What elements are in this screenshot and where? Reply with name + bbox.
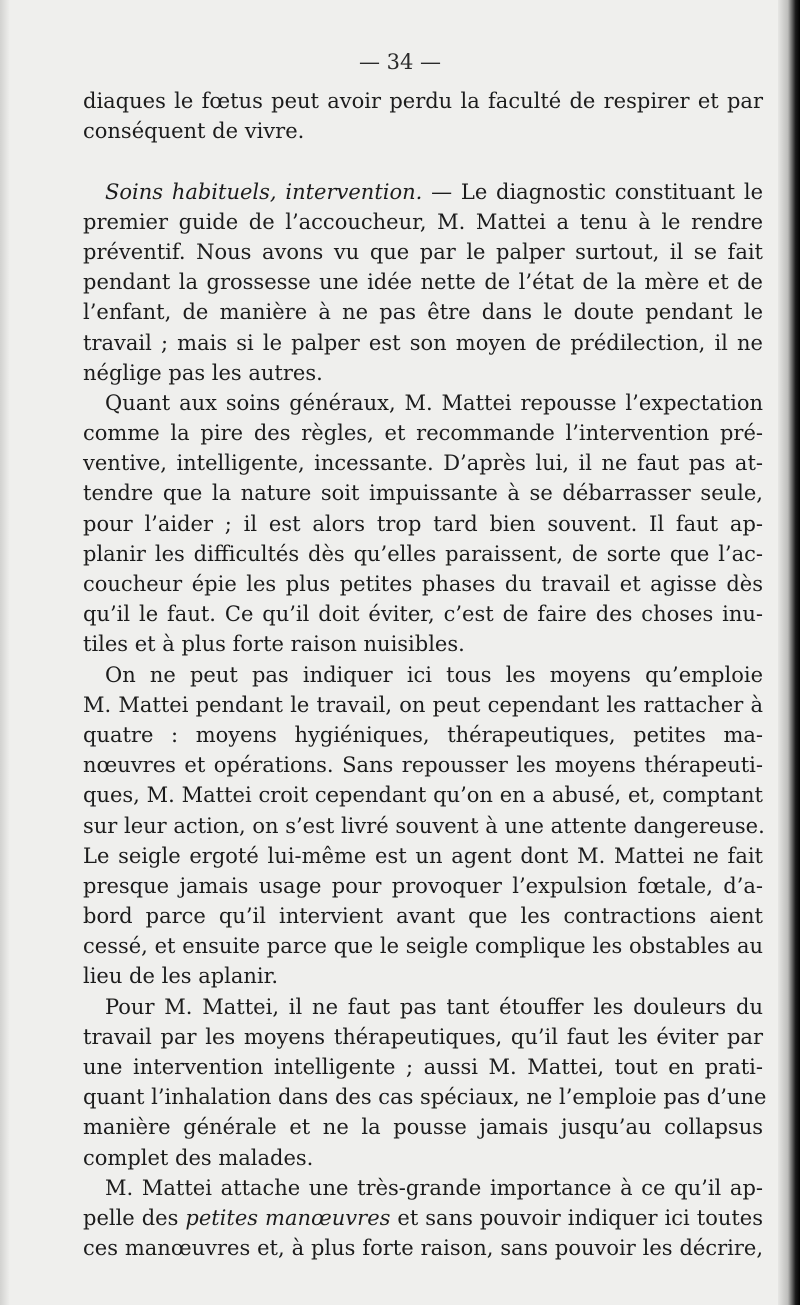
- body-text: [83, 86, 767, 1263]
- text-line: qu’il le faut. Ce qu’il doit éviter, c’est de faire des choses inu-: [83, 602, 763, 627]
- page-binding-shadow: [778, 0, 800, 1305]
- text-fragment: pelle des: [83, 1205, 186, 1230]
- italic-term: petites manœuvres: [185, 1205, 391, 1230]
- text-line: ventive, intelligente, incessante. D’après lui, il ne faut pas at-: [83, 451, 763, 476]
- text-line: tendre que la nature soit impuissante à se débarrasser seule,: [83, 481, 763, 506]
- text-line: M. Mattei pendant le travail, on peut cependant les rattacher à: [83, 692, 763, 717]
- text-line: ques, M. Mattei croit cependant qu’on en a abusé, et, comptant: [83, 783, 763, 808]
- text-line: lieu de les aplanir.: [83, 964, 279, 989]
- blank-line: [83, 146, 763, 176]
- text-line: bord parce qu’il intervient avant que les contractions aient: [83, 904, 763, 929]
- text-line: travail par les moyens thérapeutiques, qu’il faut les éviter par: [83, 1024, 763, 1049]
- text-line: M. Mattei attache une très-grande importance à ce qu’il ap-: [105, 1175, 763, 1200]
- text-line: pendant la grossesse une idée nette de l’état de la mère et de: [83, 270, 763, 295]
- text-line: une intervention intelligente ; aussi M. Mattei, tout en prati-: [83, 1055, 763, 1079]
- text-line: nœuvres et opérations. Sans repousser les moyens thérapeuti-: [83, 753, 763, 778]
- text-line: On ne peut pas indiquer ici tous les moyens qu’emploie: [105, 662, 763, 687]
- text-line: Le seigle ergoté lui-même est un agent dont M. Mattei ne fait: [83, 843, 763, 868]
- text-line: sur leur action, on s’est livré souvent à une attente dangereuse.: [83, 813, 765, 838]
- text-line: travail ; mais si le palper est son moyen de prédilection, il ne: [83, 330, 763, 355]
- text-line: pour l’aider ; il est alors trop tard bien souvent. Il faut ap-: [83, 511, 763, 536]
- text-line: cessé, et ensuite parce que le seigle complique les obstables au: [83, 934, 763, 959]
- text-line: coucheur épie les plus petites phases du travail et agisse dès: [83, 572, 763, 596]
- text-line: Quant aux soins généraux, M. Mattei repousse l’expectation: [105, 390, 763, 415]
- section-heading: Soins habituels, intervention.: [105, 179, 423, 204]
- text-line: manière générale et ne la pousse jamais jusqu’au collapsus: [83, 1115, 763, 1140]
- text-line: planir les difficultés dès qu’elles paraissent, de sorte que l’ac-: [83, 541, 763, 566]
- text-line: complet des malades.: [83, 1145, 314, 1170]
- page-number: — 34 —: [358, 50, 442, 74]
- text-line: ces manœuvres et, à plus forte raison, sans pouvoir les décrire,: [83, 1236, 763, 1261]
- section-heading-line: [83, 177, 763, 207]
- text-line: l’enfant, de manière à ne pas être dans le doute pendant le: [83, 300, 763, 325]
- text-line: presque jamais usage pour provoquer l’expulsion fœtale, d’a-: [83, 873, 763, 898]
- text-line: premier guide de l’accoucheur, M. Mattei a tenu à le rendre: [83, 209, 763, 234]
- text-line-with-italic: [83, 1203, 763, 1233]
- text-fragment: et sans pouvoir indiquer ici toutes: [390, 1205, 764, 1230]
- text-line: comme la pire des règles, et recommande l’intervention pré-: [83, 421, 763, 446]
- text-line: néglige pas les autres.: [83, 360, 323, 385]
- text-line: tiles et à plus forte raison nuisibles.: [83, 632, 465, 657]
- text-line: quant l’inhalation dans des cas spéciaux, ne l’emploie pas d’une: [83, 1085, 767, 1110]
- text-line: Pour M. Mattei, il ne faut pas tant étouffer les douleurs du: [105, 994, 763, 1019]
- text-line: préventif. Nous avons vu que par le palper surtout, il se fait: [83, 239, 763, 264]
- text-line: conséquent de vivre.: [83, 119, 305, 144]
- text-line: quatre : moyens hygiéniques, thérapeutiques, petites ma-: [83, 722, 763, 747]
- heading-continuation: — Le diagnostic constituant le: [422, 179, 764, 204]
- text-line: diaques le fœtus peut avoir perdu la faculté de respirer et par: [83, 89, 763, 113]
- page-left-edge: [0, 0, 10, 1305]
